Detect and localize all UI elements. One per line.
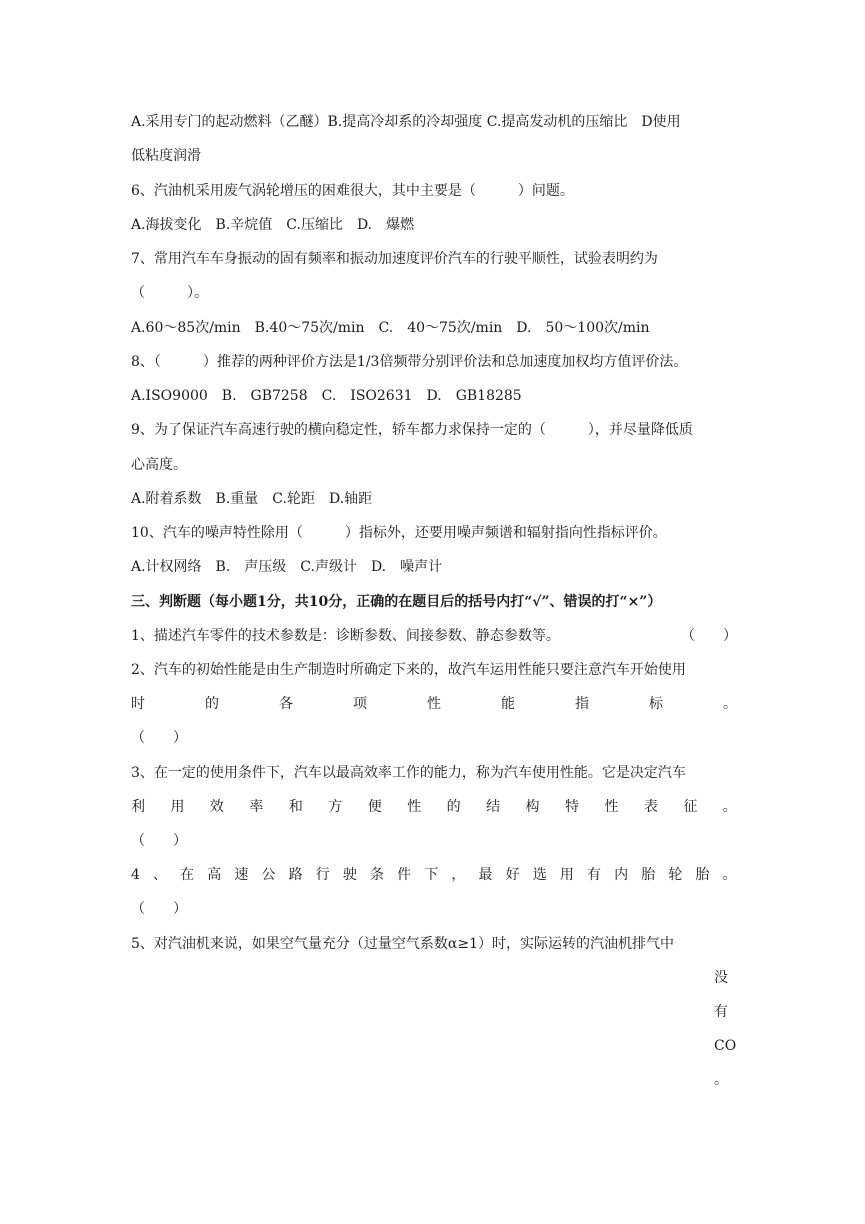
judge-3-line-2	[131, 797, 737, 817]
char: 用	[170, 799, 185, 815]
char: 征	[683, 799, 698, 815]
judge-2-line-2	[131, 694, 737, 714]
judge-5-vertical-char: CO	[714, 1038, 737, 1054]
judge-4-line-1	[131, 865, 737, 885]
question-9-line-1: 9、为了保证汽车高速行驶的横向稳定性，轿车都力求保持一定的（ ），并尽量降低质	[131, 422, 693, 438]
char: 便	[367, 799, 382, 815]
char: 下	[424, 867, 439, 883]
char: 条	[370, 867, 385, 883]
question-7-line-2: （ ）。	[131, 285, 208, 301]
question-9-options: A.附着系数 B.重量 C.轮距 D.轴距	[131, 491, 373, 507]
char: ，	[451, 867, 466, 883]
char: 胎	[695, 867, 710, 883]
char: 轮	[668, 867, 683, 883]
char: 构	[525, 799, 540, 815]
judge-2-line-1: 2、汽车的初始性能是由生产制造时所确定下来的，故汽车运用性能只要注意汽车开始使用	[131, 662, 686, 678]
judge-3-answer-blank: （ ）	[131, 833, 187, 849]
char: 率	[249, 799, 264, 815]
char: 最	[478, 867, 493, 883]
char: 好	[505, 867, 520, 883]
q5-options-line-2: 低粘度润滑	[131, 148, 201, 164]
question-7-line-1: 7、常用汽车车身振动的固有频率和振动加速度评价汽车的行驶平顺性，试验表明约为	[131, 251, 658, 267]
judge-1-answer-blank: （ ）	[681, 628, 737, 644]
char: 件	[397, 867, 412, 883]
question-10-options: A.计权网络 B. 声压级 C.声级计 D. 噪声计	[131, 559, 443, 575]
char: 特	[564, 799, 579, 815]
char: 表	[643, 799, 658, 815]
char: 项	[353, 696, 367, 712]
char: 胎	[641, 867, 656, 883]
char: 性	[604, 799, 619, 815]
char: 效	[209, 799, 224, 815]
judge-5-vertical-char: 有	[714, 1004, 728, 1020]
judge-1	[131, 626, 737, 646]
char: 、	[153, 867, 168, 883]
q5-options-line-1: A.采用专门的起动燃料（乙醚）B.提高冷却系的冷却强度 C.提高发动机的压缩比 D使用	[131, 114, 681, 130]
char: 性	[427, 696, 441, 712]
char: 性	[407, 799, 422, 815]
judge-3-line-1: 3、在一定的使用条件下，汽车以最高效率工作的能力，称为汽车使用性能。它是决定汽车	[131, 765, 686, 781]
char: 指	[575, 696, 589, 712]
judge-4-answer-blank: （ ）	[131, 901, 187, 917]
section-3-heading: 三、判断题（每小题1分，共10分，正确的在题目后的括号内打“√”、错误的打“×”）	[131, 594, 662, 610]
char: 有	[587, 867, 602, 883]
char: 的	[446, 799, 461, 815]
char: 。	[723, 696, 737, 712]
question-7-options: A.60～85次/min B.40～75次/min C. 40～75次/min D. 50～100次/min	[131, 320, 650, 336]
char: 利	[131, 799, 145, 815]
char: 路	[288, 867, 303, 883]
question-8: 8、（ ）推荐的两种评价方法是1/3倍频带分别评价法和总加速度加权均方值评价法。	[131, 354, 688, 370]
question-8-options: A.ISO9000 B. GB7258 C. ISO2631 D. GB18285	[131, 388, 522, 404]
char: 在	[180, 867, 195, 883]
char: 4	[131, 867, 140, 883]
judge-2-answer-blank: （ ）	[131, 730, 187, 746]
char: 各	[279, 696, 293, 712]
char: 时	[131, 696, 145, 712]
question-9-line-2: 心高度。	[131, 457, 187, 473]
char: 结	[486, 799, 501, 815]
judge-5-vertical-char: 没	[714, 970, 728, 986]
judge-5-line-1: 5、对汽油机来说，如果空气量充分（过量空气系数α≥1）时，实际运转的汽油机排气中	[131, 936, 674, 952]
char: 能	[501, 696, 515, 712]
char: 。	[722, 799, 737, 815]
char: 高	[207, 867, 222, 883]
question-6-options: A.海拔变化 B.辛烷值 C.压缩比 D. 爆燃	[131, 217, 415, 233]
question-6: 6、汽油机采用废气涡轮增压的困难很大，其中主要是（ ）问题。	[131, 183, 574, 199]
char: 的	[205, 696, 219, 712]
judge-1-text: 1、描述汽车零件的技术参数是：诊断参数、间接参数、静态参数等。	[131, 628, 560, 644]
char: 内	[614, 867, 629, 883]
judge-5-vertical-char: 。	[714, 1072, 728, 1088]
char: 驶	[342, 867, 357, 883]
char: 和	[288, 799, 303, 815]
char: 。	[722, 867, 737, 883]
char: 选	[532, 867, 547, 883]
char: 公	[261, 867, 276, 883]
char: 行	[315, 867, 330, 883]
char: 用	[559, 867, 574, 883]
question-10: 10、汽车的噪声特性除用（ ）指标外，还要用噪声频谱和辐射指向性指标评价。	[131, 525, 667, 541]
char: 速	[234, 867, 249, 883]
char: 方	[328, 799, 343, 815]
char: 标	[649, 696, 663, 712]
